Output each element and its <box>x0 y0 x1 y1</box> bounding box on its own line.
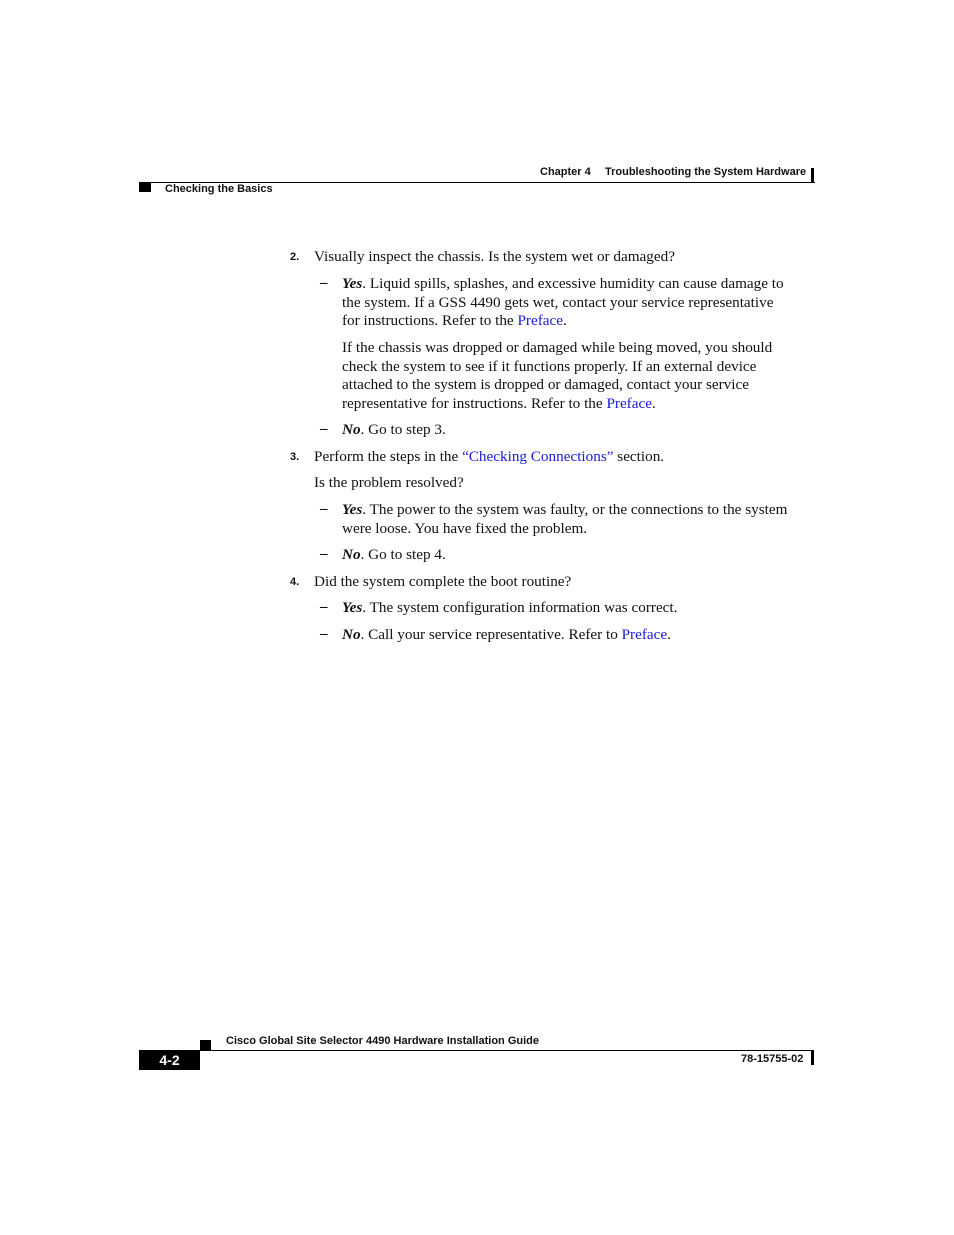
doc-number: 78-15755-02 <box>741 1053 804 1065</box>
period: . <box>667 626 671 643</box>
step-4-no-text: . Call your service representative. Refer to <box>360 626 622 643</box>
no-label: No <box>342 626 361 643</box>
step-4-number: 4. <box>290 576 300 588</box>
period: . <box>651 394 656 412</box>
step-3-number: 3. <box>290 451 300 463</box>
step-2-yes-line3: for instructions. Refer to the <box>342 312 518 330</box>
footer-bar <box>811 1051 814 1065</box>
header-square <box>139 182 151 192</box>
step-4-text: Did the system complete the boot routine? <box>314 573 572 590</box>
step-2-no-dash: – <box>320 421 328 437</box>
chapter-label: Chapter 4 <box>540 166 591 178</box>
step-2-yes-block <box>342 275 784 331</box>
step-2-yes-dash: – <box>320 275 328 291</box>
step-3-post: section. <box>613 448 665 465</box>
step-4-no-line <box>342 626 671 645</box>
step-3-no-line <box>342 546 446 565</box>
step-2-no-text: . Go to step 3. <box>360 421 446 438</box>
step-3-pre: Perform the steps in the <box>314 448 463 465</box>
step-2-number: 2. <box>290 251 300 263</box>
step-3-no-text: . Go to step 4. <box>360 546 446 563</box>
step-2-paragraph <box>342 339 772 413</box>
preface-link[interactable]: Preface <box>517 312 563 330</box>
yes-label: Yes <box>342 275 363 292</box>
step-3-yes-block <box>342 501 787 538</box>
paragraph-line3: attached to the system is dropped or damaged, contact your service <box>342 376 749 394</box>
preface-link[interactable]: Preface <box>606 394 652 412</box>
header-bar <box>811 168 814 183</box>
paragraph-line4: representative for instructions. Refer to the <box>342 394 607 412</box>
section-label: Checking the Basics <box>165 183 273 195</box>
yes-label: Yes <box>342 599 363 616</box>
step-4-no-dash: – <box>320 626 328 642</box>
step-3-text <box>314 448 664 467</box>
step-2-yes-line2: the system. If a GSS 4490 gets wet, contact your service representative <box>342 293 774 311</box>
step-4-yes-line <box>342 599 677 618</box>
step-3-no-dash: – <box>320 546 328 562</box>
step-2-no-line <box>342 421 446 440</box>
step-3-yes-line1: . The power to the system was faulty, or the connections to the system <box>362 501 788 518</box>
chapter-title: Troubleshooting the System Hardware <box>605 166 807 178</box>
no-label: No <box>342 546 361 563</box>
page-number: 4-2 <box>139 1050 200 1070</box>
paragraph-line1: If the chassis was dropped or damaged while being moved, you should <box>342 339 773 356</box>
guide-title: Cisco Global Site Selector 4490 Hardware Installation Guide <box>226 1035 539 1047</box>
step-2-yes-line1: . Liquid spills, splashes, and excessive humidity can cause damage to <box>362 275 784 292</box>
step-3-question: Is the problem resolved? <box>314 474 464 491</box>
checking-connections-link[interactable]: “Checking Connections” <box>462 448 614 465</box>
footer-square <box>200 1040 211 1050</box>
step-4-yes-dash: – <box>320 599 328 615</box>
step-3-yes-line2: were loose. You have fixed the problem. <box>342 519 588 537</box>
yes-label: Yes <box>342 501 363 518</box>
preface-link[interactable]: Preface <box>621 626 668 643</box>
step-3-yes-dash: – <box>320 501 328 517</box>
no-label: No <box>342 421 361 438</box>
paragraph-line2: check the system to see if it functions properly. If an external device <box>342 357 757 375</box>
footer-rule <box>200 1050 814 1051</box>
period: . <box>563 312 567 330</box>
step-4-yes-text: . The system configuration information was correct. <box>362 599 678 616</box>
step-2-text: Visually inspect the chassis. Is the system wet or damaged? <box>314 248 675 265</box>
